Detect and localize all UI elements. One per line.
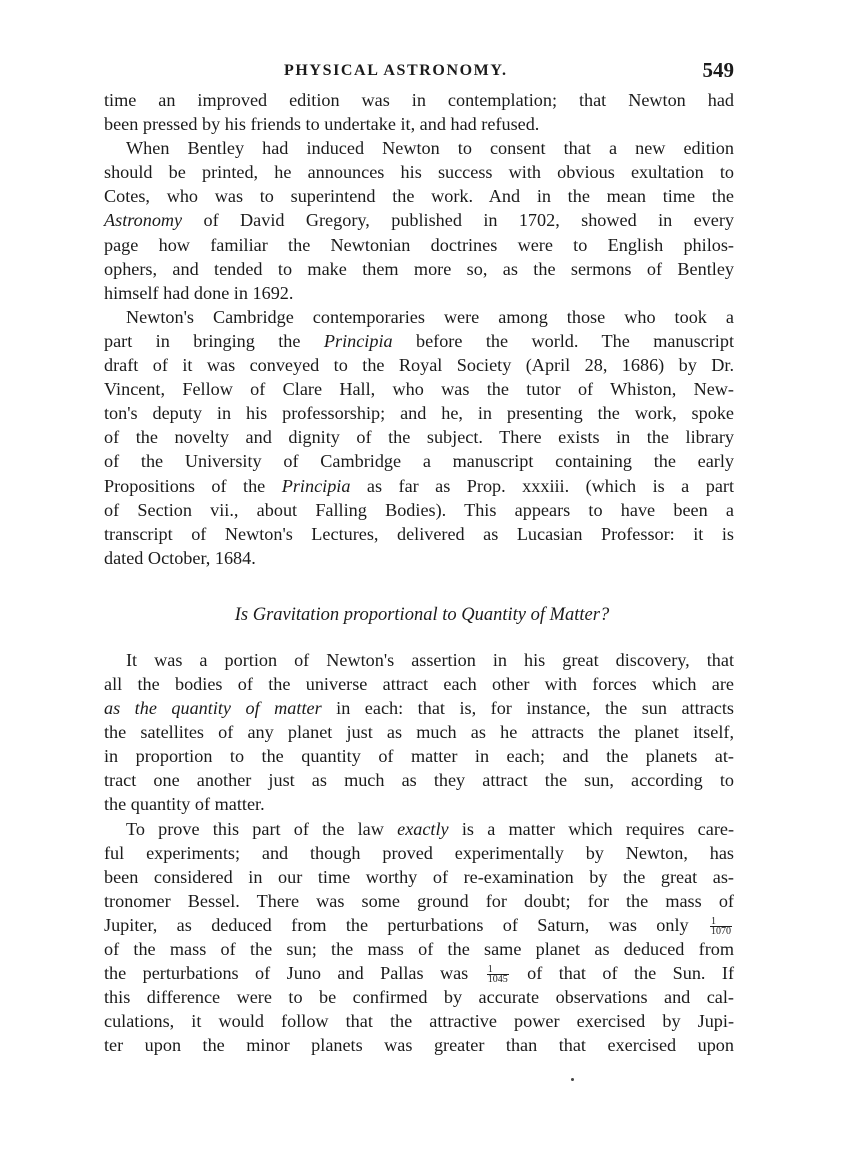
- text-line: of Section vii., about Falling Bodies). This appears to have been a: [104, 499, 734, 520]
- fraction-denominator: 1070: [711, 925, 731, 937]
- text-line: ter upon the minor planets was greater than that exercised upon: [104, 1035, 734, 1056]
- text-line: culations, it would follow that the attractive power exercised by Jupi-: [104, 1011, 734, 1032]
- text-line: as the quantity of matter in each: that is, for instance, the sun attracts: [104, 698, 734, 719]
- text-line: part in bringing the Principia before the world. The manuscript: [104, 330, 735, 351]
- section-heading: Is Gravitation proportional to Quantity of Matter?: [234, 604, 610, 625]
- paragraph-4: [104, 648, 734, 817]
- text-line: ophers, and tended to make them more so, as the sermons of Bentley: [104, 258, 734, 279]
- text-line: all the bodies of the universe attract each other with forces which are: [104, 673, 734, 694]
- text-line: It was a portion of Newton's assertion in his great discovery, that: [126, 649, 734, 670]
- text-line: dated October, 1684.: [104, 547, 256, 568]
- text-segment: the perturbations of Juno and Pallas was: [104, 963, 469, 984]
- text-line: tract one another just as much as they attract the sun, according to: [104, 770, 734, 791]
- text-line: Vincent, Fellow of Clare Hall, who was the tutor of Whiston, New-: [104, 379, 734, 400]
- fraction-denominator: 1045: [487, 974, 508, 986]
- ink-speck: [571, 1078, 574, 1081]
- page-number: 549: [702, 58, 734, 82]
- fraction-jupiter-mass-juno-pallas: [487, 965, 509, 984]
- text-line: Astronomy of David Gregory, published in 1702, showed in every: [104, 210, 734, 231]
- text-line-with-fraction: [104, 961, 734, 985]
- text-line: this difference were to be confirmed by accurate observations and cal-: [104, 987, 734, 1008]
- text-line-with-fraction: [104, 913, 734, 937]
- text-line: of the University of Cambridge a manuscript containing the early: [104, 451, 734, 472]
- text-line: the quantity of matter.: [104, 794, 265, 815]
- text-line: in proportion to the quantity of matter in each; and the planets at-: [104, 746, 734, 767]
- fraction-numerator: 1: [710, 917, 732, 927]
- text-line: time an improved edition was in contemplation; that Newton had: [104, 90, 734, 110]
- text-line: been considered in our time worthy of re-examination by the great as-: [104, 866, 734, 887]
- fraction-jupiter-mass-saturn: [710, 917, 732, 936]
- text-line: transcript of Newton's Lectures, delivered as Lucasian Professor: it is: [104, 523, 734, 544]
- paragraph-2: [104, 136, 734, 305]
- book-page: [104, 58, 734, 1057]
- text-line: Newton's Cambridge contemporaries were among those who took a: [126, 306, 734, 327]
- text-line: tronomer Bessel. There was some ground for doubt; for the mass of: [104, 890, 734, 911]
- text-segment: Jupiter, as deduced from the perturbations of Saturn, was only: [104, 914, 689, 935]
- paragraph-3: [104, 305, 734, 570]
- text-line: To prove this part of the law exactly is a matter which requires care-: [126, 818, 735, 839]
- text-line: ful experiments; and though proved experimentally by Newton, has: [104, 842, 734, 863]
- text-line: himself had done in 1692.: [104, 282, 294, 303]
- text-line: of the mass of the sun; the mass of the same planet as deduced from: [104, 939, 734, 959]
- text-line: ton's deputy in his professorship; and he, in presenting the work, spoke: [104, 403, 734, 424]
- paragraph-5: [104, 817, 734, 1058]
- fraction-numerator: 1: [487, 965, 509, 975]
- running-head: [104, 58, 734, 88]
- text-segment: of that of the Sun. If: [527, 963, 735, 984]
- text-line: should be printed, he announces his success with obvious exultation to: [104, 162, 734, 183]
- text-line: the satellites of any planet just as much as he attracts the planet itself,: [104, 722, 734, 743]
- running-title: PHYSICAL ASTRONOMY.: [284, 62, 508, 79]
- text-line: page how familiar the Newtonian doctrines were to English philos-: [104, 234, 734, 255]
- text-line: When Bentley had induced Newton to consent that a new edition: [126, 138, 734, 159]
- text-line: been pressed by his friends to undertake it, and had refused.: [104, 114, 540, 135]
- paragraph-1: [104, 88, 734, 136]
- text-line: Propositions of the Principia as far as Prop. xxxiii. (which is a part: [104, 475, 734, 496]
- text-line: draft of it was conveyed to the Royal Society (April 28, 1686) by Dr.: [104, 355, 734, 376]
- text-line: of the novelty and dignity of the subject. There exists in the library: [104, 427, 734, 448]
- text-line: Cotes, who was to superintend the work. And in the mean time the: [104, 186, 734, 207]
